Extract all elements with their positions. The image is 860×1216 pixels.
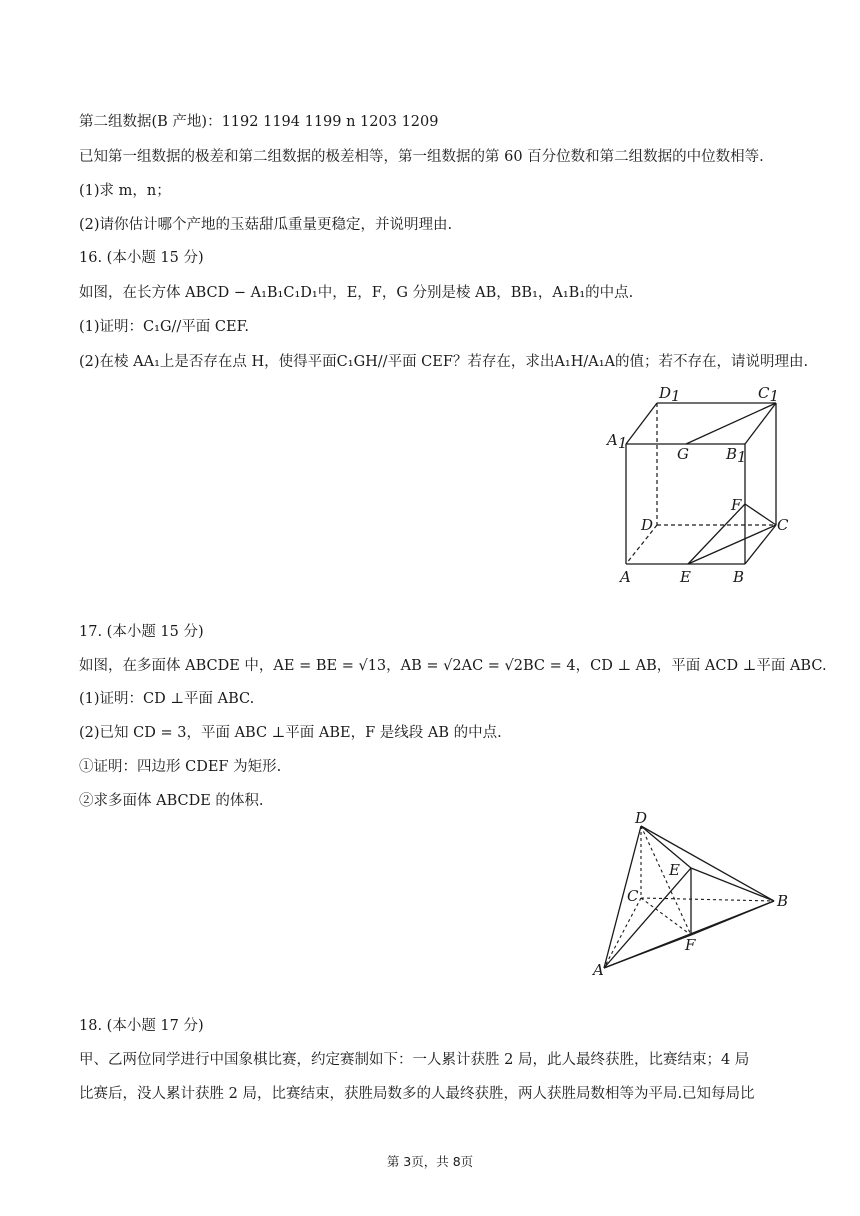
label-B: B <box>733 568 745 586</box>
page-footer: 第 3页，共 8页 <box>386 1154 474 1169</box>
q17-intro: 如图，在多面体 ABCDE 中，AE = BE = √13，AB = √2AC = √2BC = 4，CD ⊥ AB，平面 ACD ⊥平面 ABC. <box>79 658 827 674</box>
label-C: C <box>777 516 789 534</box>
label-C1: C1 <box>758 384 780 405</box>
label-D1: D1 <box>659 384 681 405</box>
label-C: C <box>627 887 639 905</box>
label-B: B <box>777 892 789 910</box>
cuboid-figure <box>600 378 800 588</box>
q16-part2: (2)在棱 AA₁上是否存在点 H，使得平面C₁GH//平面 CEF？若存在，求出A₁H/A₁A的值；若不存在，请说明理由. <box>79 354 809 370</box>
q17-sub2: ②求多面体 ABCDE 的体积. <box>79 793 264 809</box>
label-A: A <box>593 961 604 979</box>
label-B1: B1 <box>726 445 747 466</box>
q18-line1: 甲、乙两位同学进行中国象棋比赛，约定赛制如下：一人累计获胜 2 局，此人最终获胜，比赛结束；4 局 <box>79 1052 750 1068</box>
q16-part1: (1)证明：C₁G//平面 CEF. <box>79 319 249 335</box>
q18-header: 18. (本小题 17 分) <box>79 1018 204 1034</box>
label-E: E <box>680 568 691 586</box>
q17-sub1: ①证明：四边形 CDEF 为矩形. <box>79 759 282 775</box>
q15-part1: (1)求 m，n； <box>79 183 171 199</box>
label-D: D <box>641 516 654 534</box>
q15-condition: 已知第一组数据的极差和第二组数据的极差相等，第一组数据的第 60 百分位数和第二组数据的中位数相等. <box>79 149 764 165</box>
polyhedron-figure <box>585 808 800 983</box>
q18-line2: 比赛后，没人累计获胜 2 局，比赛结束，获胜局数多的人最终获胜，两人获胜局数相等为平局.已知每局比 <box>79 1086 755 1102</box>
q17-header: 17. (本小题 15 分) <box>79 624 204 640</box>
q17-part2: (2)已知 CD = 3，平面 ABC ⊥平面 ABE，F 是线段 AB 的中点. <box>79 725 502 741</box>
q15-group2: 第二组数据(B 产地)：1192 1194 1199 n 1203 1209 <box>79 114 439 130</box>
label-E: E <box>669 861 680 879</box>
label-A1: A1 <box>607 431 628 452</box>
label-F: F <box>685 936 696 954</box>
label-G: G <box>677 445 689 463</box>
q16-intro: 如图，在长方体 ABCD − A₁B₁C₁D₁中，E，F，G 分别是棱 AB，BB₁，A₁B₁的中点. <box>79 285 634 301</box>
label-A: A <box>620 568 631 586</box>
label-D: D <box>635 809 648 827</box>
q15-part2: (2)请你估计哪个产地的玉菇甜瓜重量更稳定，并说明理由. <box>79 217 453 233</box>
q16-header: 16. (本小题 15 分) <box>79 250 204 266</box>
q17-part1: (1)证明：CD ⊥平面 ABC. <box>79 691 255 707</box>
label-F: F <box>731 496 742 514</box>
